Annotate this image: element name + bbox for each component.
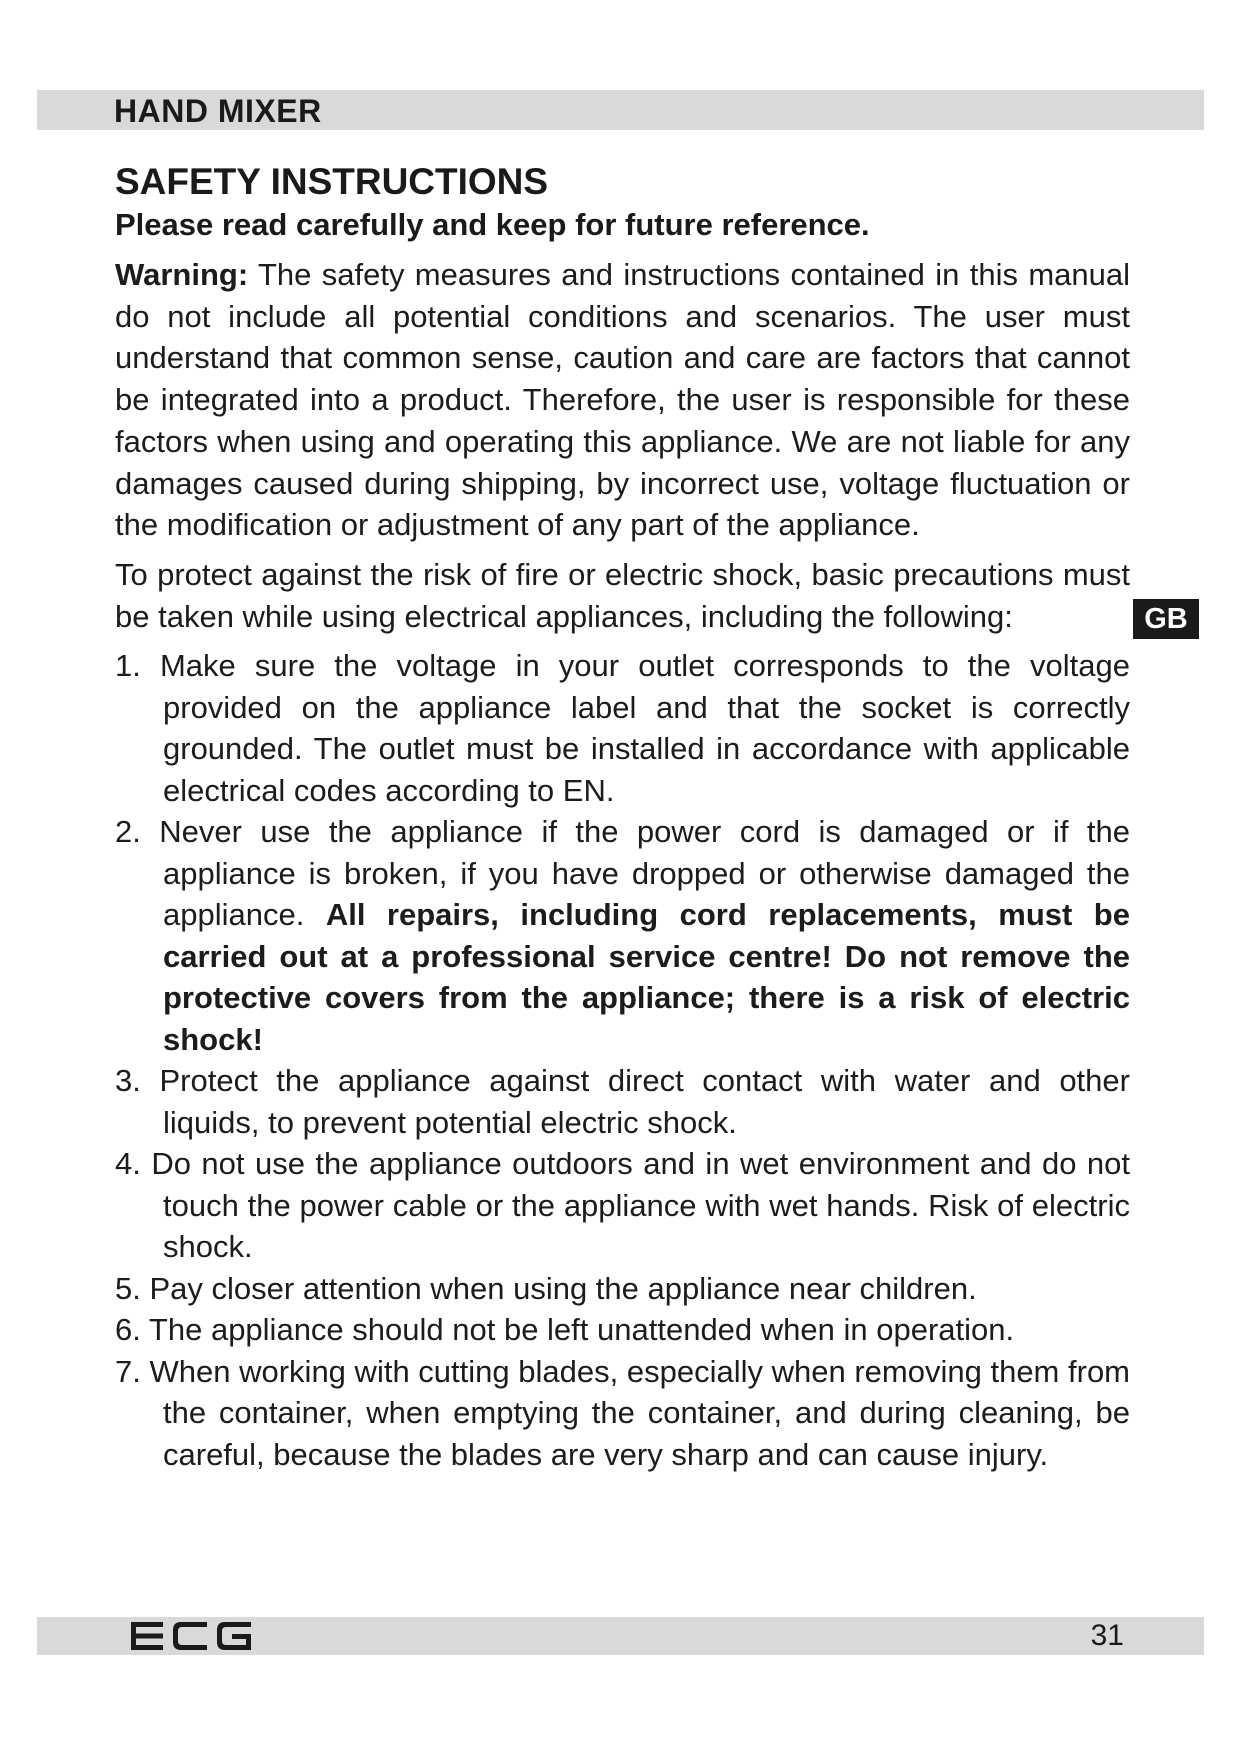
section-title: SAFETY INSTRUCTIONS: [115, 161, 549, 202]
page-content: [115, 160, 1130, 1475]
list-item: [115, 645, 1130, 811]
rule-text: Never use the appliance if the power cord is damaged or if the appliance is broken, if you have dropped or otherwise damaged the appliance.: [159, 814, 1131, 933]
rule-text: Protect the appliance against direct contact with water and other liquids, to prevent potential electric shock.: [159, 1063, 1130, 1140]
section-subtitle: Please read carefully and keep for future reference.: [115, 207, 870, 242]
rule-number: 4.: [115, 1146, 141, 1182]
page-number: 31: [1090, 1619, 1124, 1652]
list-item: [115, 1143, 1130, 1268]
rule-text: Pay closer attention when using the appliance near children.: [149, 1270, 977, 1306]
list-item: [115, 1351, 1130, 1476]
rule-text: Do not use the appliance outdoors and in wet environment and do not touch the power cable or the appliance with wet hands. Risk of electric shock.: [151, 1146, 1130, 1265]
warning-paragraph: [115, 254, 1130, 546]
rule-bold-text: All repairs, including cord replacements, must be carried out at a professional service centre! Do not remove the protective covers from the appliance; there is a risk of electric shock!: [163, 897, 1130, 1057]
rule-text: The appliance should not be left unattended when in operation.: [148, 1312, 1015, 1348]
rule-number: 1.: [115, 648, 141, 684]
list-item: [115, 1060, 1130, 1143]
rule-number: 5.: [115, 1270, 141, 1306]
ecg-logo-icon: [129, 1619, 254, 1653]
list-item: [115, 1309, 1130, 1351]
safety-rules-list: [115, 645, 1130, 1475]
warning-label: Warning:: [115, 257, 249, 292]
rule-number: 6.: [115, 1312, 141, 1348]
rule-number: 3.: [115, 1063, 141, 1099]
rule-text: Make sure the voltage in your outlet corresponds to the voltage provided on the appliance label and that the socket is correctly grounded. The outlet must be installed in accordance with applicable electrical codes according to EN.: [159, 648, 1130, 808]
language-tab: GB: [1133, 599, 1199, 639]
list-item: [115, 811, 1130, 1060]
intro-paragraph: To protect against the risk of fire or electric shock, basic precautions must be taken while using electrical appliances, including the following:: [115, 556, 1130, 634]
footer-bar: [37, 1617, 1204, 1655]
rule-text: When working with cutting blades, especially when removing them from the container, when emptying the container, and during cleaning, be careful, because the blades are very sharp and can cause injury.: [149, 1353, 1131, 1472]
rule-number: 2.: [115, 814, 141, 850]
warning-text: The safety measures and instructions contained in this manual do not include all potential conditions and scenarios. The user must understand that common sense, caution and care are factors that cannot be integrated into a product. Therefore, the user is responsible for these factors when using and operating this appliance. We are not liable for any damages caused during shipping, by incorrect use, voltage fluctuation or the modification or adjustment of any part of the appliance.: [115, 257, 1130, 543]
header-bar: [37, 90, 1204, 130]
list-item: [115, 1268, 1130, 1310]
rule-number: 7.: [115, 1353, 141, 1389]
document-header-title: HAND MIXER: [114, 93, 322, 129]
